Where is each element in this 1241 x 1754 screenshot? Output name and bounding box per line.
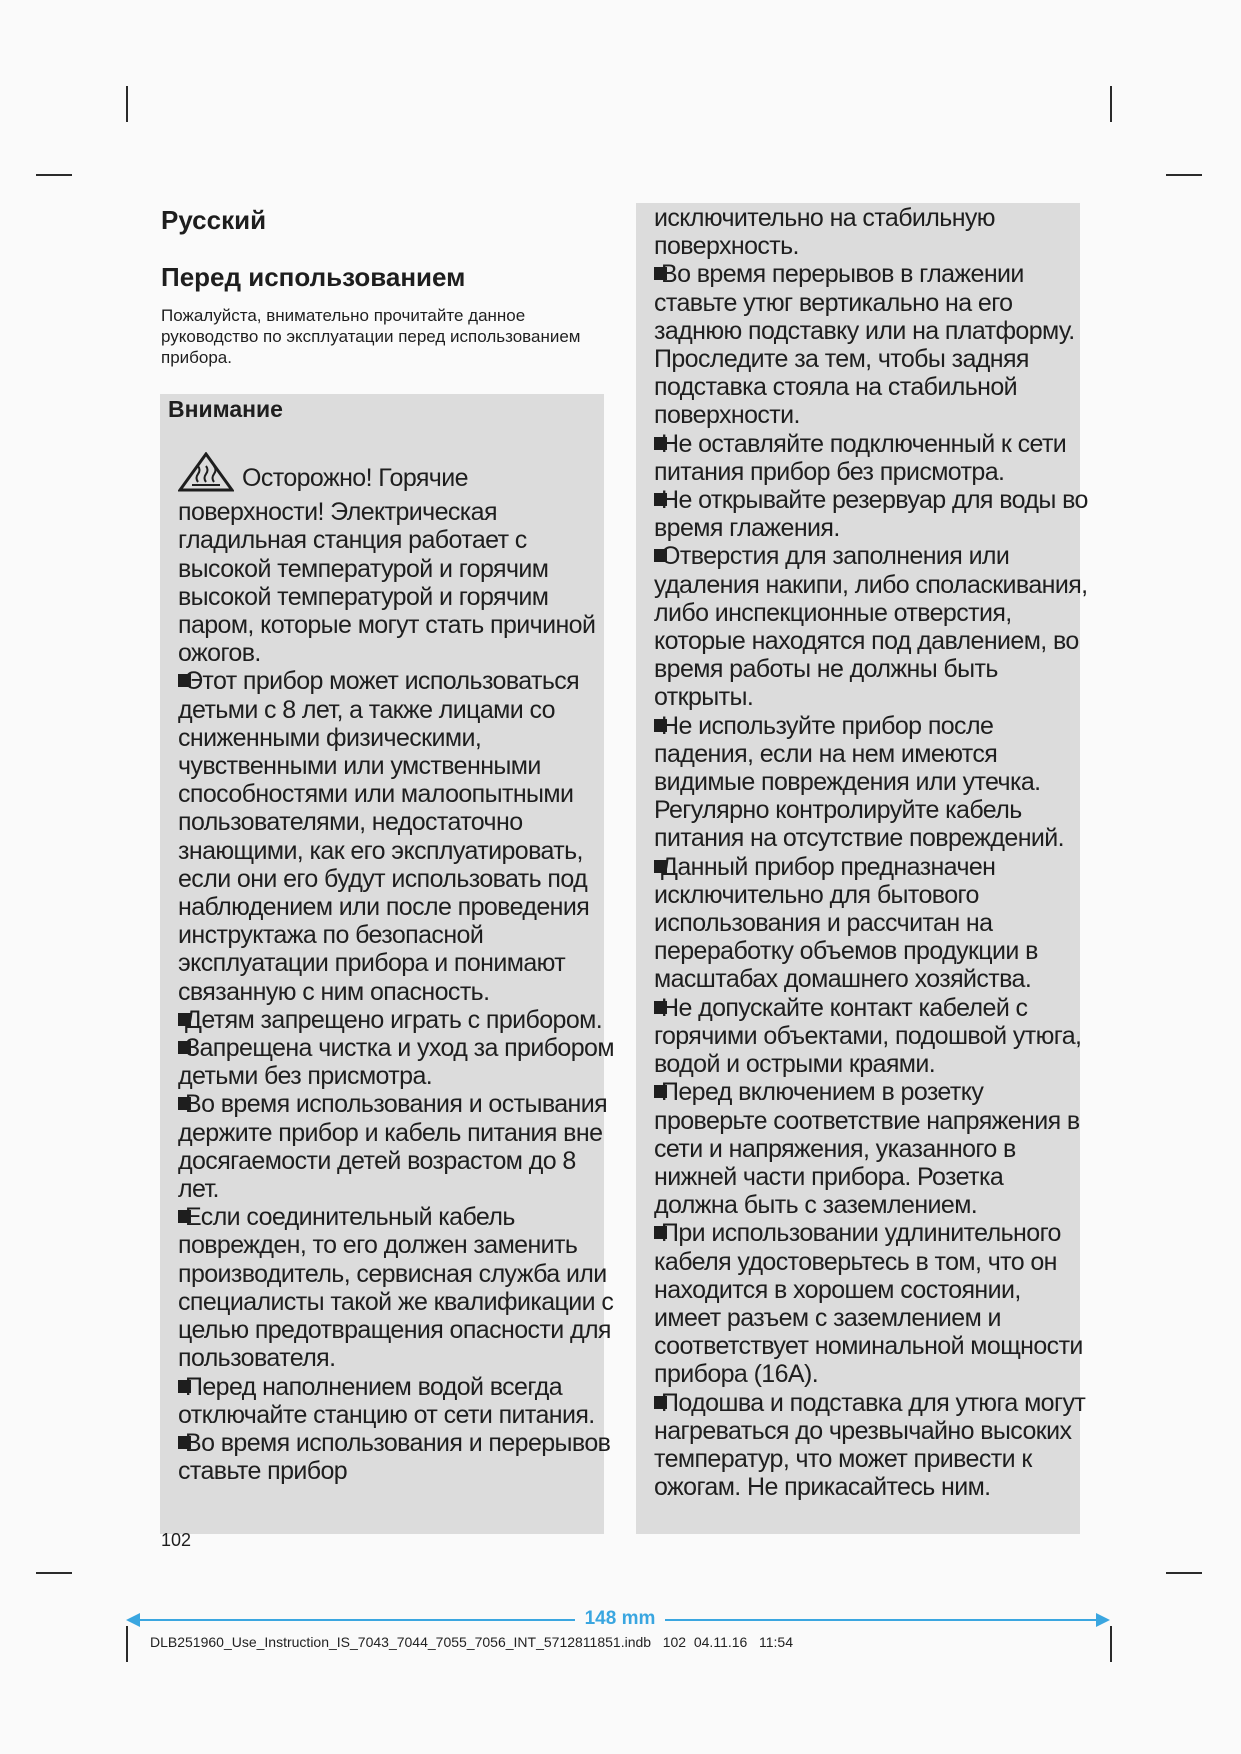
- warning-paragraph: Детям запрещено играть с прибором.: [178, 1006, 618, 1034]
- warning-title: Внимание: [168, 396, 283, 422]
- page-width-measure: [126, 1610, 1110, 1630]
- warning-paragraph: Отверстия для заполнения или удаления накипи, либо споласкивания, либо инспекционные отверстия, которые находятся под давлением, во время работы не должны быть открыты.: [654, 542, 1090, 711]
- language-title: Русский: [161, 205, 267, 235]
- crop-mark: [36, 1572, 72, 1574]
- warning-paragraph: поверхности! Электрическая гладильная станция работает с высокой температурой и горячим высокой температурой и горячим паром, которые могут стать причиной ожогов.: [178, 498, 596, 668]
- warning-paragraph: Данный прибор предназначен исключительно для бытового использования и рассчитан на переработку объемов продукции в масштабах домашнего хозяйства.: [654, 853, 1090, 994]
- warning-paragraph: Перед наполнением водой всегда отключайте станцию от сети питания.: [178, 1373, 618, 1429]
- warning-paragraph: Не оставляйте подключенный к сети питания прибор без присмотра.: [654, 430, 1090, 486]
- warning-paragraph: Во время использования и перерывов ставьте прибор: [178, 1429, 618, 1485]
- measure-line: [136, 1619, 576, 1621]
- warning-paragraph: Подошва и подставка для утюга могут нагреваться до чрезвычайно высоких температур, что может привести к ожогам. Не прикасайтесь ним.: [654, 1389, 1090, 1502]
- warning-column-right: [654, 204, 1090, 1501]
- hot-surface-warning-icon: [178, 452, 234, 498]
- warning-paragraph: Во время использования и остывания держите прибор и кабель питания вне досягаемости детей возрастом до 8 лет.: [178, 1090, 618, 1203]
- warning-paragraph: Не открывайте резервуар для воды во время глажения.: [654, 486, 1090, 542]
- section-heading: Перед использованием: [161, 262, 466, 292]
- crop-mark: [1110, 1626, 1112, 1662]
- print-footer: DLB251960_Use_Instruction_IS_7043_7044_7055_7056_INT_5712811851.indb 102 04.11.16 11:54: [150, 1634, 793, 1650]
- arrow-right-icon: [1096, 1611, 1110, 1629]
- warning-first-line: Осторожно! Горячие: [178, 452, 618, 498]
- crop-mark: [1166, 1572, 1202, 1574]
- warning-column-left: [178, 452, 618, 1485]
- warning-paragraph: Этот прибор может использоваться детьми с 8 лет, а также лицами со сниженными физическими, чувственными или умственными способностями или малоопытными пользователями, недостаточно знающими, как его эксплуатировать, если они его будут использовать под наблюдением или после проведения инструктажа по безопасной эксплуатации прибора и понимают связанную с ним опасность.: [178, 667, 618, 1005]
- intro-text: Пожалуйста, внимательно прочитайте данное руководство по эксплуатации перед использованием прибора.: [161, 306, 581, 367]
- warning-paragraph: Не допускайте контакт кабелей с горячими объектами, подошвой утюга, водой и острыми краями.: [654, 994, 1090, 1079]
- page-number: 102: [161, 1530, 192, 1550]
- warning-paragraph: Во время перерывов в глажении ставьте утюг вертикально на его заднюю подставку или на платформу. Проследите за тем, чтобы задняя подставка стояла на стабильной поверхности.: [654, 260, 1090, 429]
- crop-mark: [1110, 86, 1112, 122]
- crop-mark: [36, 174, 72, 176]
- crop-mark: [126, 86, 128, 122]
- warning-paragraph: Если соединительный кабель поврежден, то его должен заменить производитель, сервисная служба или специалисты такой же квалификации с целью предотвращения опасности для пользователя.: [178, 1203, 618, 1372]
- warning-paragraph: Запрещена чистка и уход за прибором детьми без присмотра.: [178, 1034, 618, 1090]
- measure-line: [665, 1619, 1101, 1621]
- warning-paragraph: Не используйте прибор после падения, если на нем имеются видимые повреждения или утечка. Регулярно контролируйте кабель питания на отсутствие повреждений.: [654, 712, 1090, 853]
- warning-paragraph: При использовании удлинительного кабеля удостоверьтесь в том, что он находится в хорошем состоянии, имеет разъем с заземлением и соответствует номинальной мощности прибора (16A).: [654, 1219, 1090, 1388]
- warning-paragraph: Перед включением в розетку проверьте соответствие напряжения в сети и напряжения, указанного в нижней части прибора. Розетка должна быть с заземлением.: [654, 1078, 1090, 1219]
- crop-mark: [1166, 174, 1202, 176]
- measure-label: 148 mm: [575, 1608, 665, 1630]
- warning-paragraph: исключительно на стабильную поверхность.: [654, 204, 995, 261]
- crop-mark: [126, 1626, 128, 1662]
